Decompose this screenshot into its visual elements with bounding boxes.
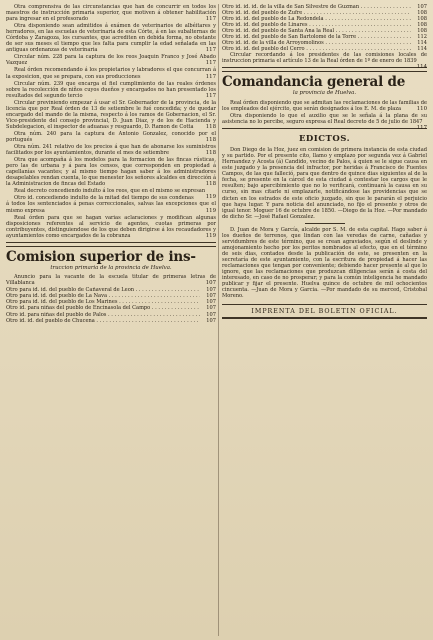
page-number: 117 [416, 125, 427, 132]
page-number: 118 [205, 150, 216, 157]
page-number: 117 [205, 16, 216, 23]
entry-text: Otro id. id. del pueblo de Linares . . . [222, 22, 411, 28]
index-list-right [222, 4, 427, 52]
entry-text: Otra disponiendo lo que el auxilio que se le señala á la plana de su asistencia no lo percibe, seguro expresa el Real decreto de 5 de julio de 1847 [222, 113, 427, 126]
page-number: 119 [205, 194, 216, 201]
page-number: 107 [417, 4, 427, 10]
page-number: 108 [417, 16, 427, 23]
entry-text: Otro id. para niñas del pueblo de Encinasola del Campo . . . [6, 305, 200, 311]
section-rule [222, 67, 427, 72]
right-column [222, 4, 427, 319]
left-column [6, 4, 216, 324]
imprint-footer: IMPRENTA DEL BOLETIN OFICIAL. [251, 308, 398, 316]
comision-subheading: truccion primaria de la provincia de Huelva. [50, 264, 172, 271]
page-number: 110 [416, 106, 427, 113]
index-entry [6, 195, 216, 213]
entry-text: Otro id. id. del pueblo de Santa Ana la Real . . . [222, 28, 411, 34]
edicto-mora: D. Juan de Mora y García, alcalde por S. M. de esta capital. Hago saber á los dueños de terrenos, que lindan con las veredas de carne, cañadas y servidumbres de este término, que se crean agraviados, según el deslinde y amojonamiento hecho por los peritos nombrados al efecto, que en el término de seis dias, contados desde la publicación de este, se presenten en la secretaría de este ayuntamiento, con la escritura de propiedad á hacer las reclamaciones que tengan por conveniente; debiendo hacer presente al que lo ignore, que las reclamaciones que produzcan diligencias serán á costa del interesado, en caso de no prosperar; y para la común inteligencia he mandado publicar y fijar el presente. Huelva quince de octubre de mil ochocientos cincuenta. —Juan de Mora y Garcia. —Por mandado de su merced, Cristobal Moreno. [222, 226, 427, 300]
edicto-hoz: Don Diego de la Hoz, juez en comision de primera instancia de esta ciudad y su partido. Por el presente cito, llamo y emplazo por segunda vez á Gabriel Hernandez y Acosta (á) Candido, vecino de Palos, á quien se le sigue causa en este juzgado y la presencia del infractor, por heridas á Francisco de Fuentes Campos, de las que falleció, para que dentro de quince dias siguientes al de la fecha, se presente en la cárcel de esta ciudad á contestar los cargos que le resulten; bajo apercibimiento que no lo verificará, continuará la causa en su curso, sin mas citarle ni emplazarle, notificándose las providencias que se dicten en los estrados de este oficio juzgado, sin que le pararán el perjuicio que haya lugar. Y para noticia del anunciado, no fijo el presente y otros de igual tenor. Moguer 16 de octubre de 1850. —Diego de la Hoz. —Por mandado de dicho Sr. —José Rafael Gonzalez. [222, 147, 427, 220]
page-number: 107 [206, 293, 216, 300]
index-entry [222, 100, 427, 112]
page-number: 108 [417, 28, 427, 35]
imprint-box [222, 304, 427, 319]
index-entry [6, 81, 216, 99]
entry-text: Otro id. id. de la villa de Arroyomolinos . . . [222, 40, 411, 46]
page-number: 114 [417, 46, 427, 53]
entry-text: Otra comprensiva de las circunstancias que han de concurrir en todos los maestros de instrucción primaria superior, que motiven á obtener habilitación para ingresar en el profesorado [6, 4, 216, 23]
entry-text: Otra disponiendo sean admitidos á exámen de veterinarios de albéitares y herradores, en las escuelas de veterinaria de esta Córte, á en las subalternas de Córdoba y Zaragoza, los cursantes, que acrediten en debida forma, no obstante de ser sus meses el tiempo que les falta para cumplir la edad señalada en las antiguas ordenanzas de veterinaria [6, 23, 216, 54]
entry-text: Otra núm. 241 relativo de los precios á que han de abonarse los suministros facilitados por los ayuntamientos, durante el mes de setiembre [6, 144, 216, 157]
index-entry [6, 54, 216, 66]
entry-text: Otra núm. 240 para la captura de Antonio Gonzalez, conocido por el portugués [6, 130, 216, 143]
index-entry [6, 67, 216, 79]
index-entry [6, 188, 216, 201]
entry-text: Real decreto concediendo indulto á los reos, que en el mismo se expresan [14, 188, 206, 195]
page-number: 107 [206, 317, 216, 324]
entry-text: Circular previniendo empezar á usar el Sr. Gobernador de la provincia, de la licencia que por Real órden de 13 de setiembre le fué concedida; y de quedar encargado del mando de la misma, respecto á los ramos de Gobernacion, el Sr. Vice-presidente del consejo provincial, D. Juan Diaz, y de los de Hacienda y Subdelegacion, el inspector de aduanas y resguardo, D. Ramon de Cotta [6, 99, 216, 130]
list-entry [6, 318, 216, 324]
entry-text: Otro id. id. del pueblo de La Redondela . . . [222, 16, 411, 22]
entry-text: Otro id. id. del pueblo de San Bartolomé de la Torre . . . [222, 34, 411, 40]
section-rule [6, 242, 216, 247]
entry-text: Otro id. id. del pueblo de Chucena . . . [6, 318, 200, 324]
entry-text: Otro id. concediendo indulto de la mitad del tiempo de sus condenas á todos los sentenciados á penas correccionales, salvas las excepciones que el mismo expresa [6, 195, 216, 214]
entry-text: Otra que acompaña á los modelos para la formacion de las fincas rústicas, pero las de urbana y á para los censos, que corresponden en propiedad á capellanías vacantes; y al mismo tiempo hagan saber á los administradores desapelables rendan cuenta, lo que menester los señores alcaldes en dirección á la Administracion de fincas del Estado [6, 157, 216, 188]
circular-paragraph [222, 52, 427, 71]
index-entries-top [6, 4, 216, 239]
page-number: 117 [205, 92, 216, 99]
column-divider [218, 4, 219, 636]
entry-text: Otro para id. id. del pueblo de Los Marines . . . [6, 299, 200, 305]
page-number: 117 [205, 47, 216, 54]
index-entry [6, 144, 216, 156]
entry-text: Circular núm. 239 que encarga el fiel cumplimiento de las reales órdenes sobre la recolección de niños cuyos dueños y encargados no han presentado los resultados del segundo tercio [6, 80, 216, 99]
comandancia-subheading: la provincia de Huelva. [292, 90, 357, 97]
index-entry [6, 23, 216, 53]
entry-text: Circular núm. 228 para la captura de los reos Joaquin Franco y José Abado Vazquez [6, 54, 216, 67]
page-number: 108 [417, 22, 427, 29]
page-number: 114 [416, 64, 427, 71]
page-number: 107 [206, 305, 216, 312]
section-rule [222, 128, 427, 129]
index-entry [6, 157, 216, 187]
page-number: 118 [205, 123, 216, 130]
index-entry [6, 274, 216, 286]
entry-text: Otro id. id. del pueblo de Zufre . . . [222, 10, 411, 16]
page-number: 118 [205, 136, 216, 143]
index-entry [222, 113, 427, 132]
page-number: 112 [417, 34, 427, 41]
page-number: 108 [417, 10, 427, 17]
page-number: 107 [206, 299, 216, 306]
entry-text: Real órden para que se hagan varias aclaraciones y modifican algunas disposiciones referentes al servicio de agentes, cuotas primeras por contribuyentes, distinguiendose de los que deben dirigirse á los recaudadores y ayuntamientos como encargados de la cobranza [6, 214, 216, 239]
comandancia-entries [222, 99, 427, 132]
comandancia-heading: Comandancia general de [222, 74, 406, 91]
page-number: 107 [206, 287, 216, 294]
page-number: 118 [205, 181, 216, 188]
edictos-heading: EDICTOS. [298, 134, 351, 145]
page-number: 107 [205, 280, 216, 287]
entry-text: Anuncio para la vacante de la escuela titular de primeras letras de Villablanca [6, 274, 216, 287]
entry-text: Real órden disponiendo que se admitan las reclamaciones de las familias de los empleados del ejército, que serán designados á los E. M. de plaza [222, 99, 427, 113]
entry-text: Otro id. id. id. de la villa de San Silvestre de Guzman . . . [222, 4, 411, 10]
index-list [6, 287, 216, 323]
index-entry [6, 100, 216, 130]
page-number: 107 [206, 311, 216, 318]
page-number: 117 [205, 60, 216, 67]
edicto-separator [305, 223, 345, 224]
entry-text: Otro para id. id. del pueblo de Cañaveral de Leon . . . [6, 287, 200, 293]
circular-entry [222, 52, 427, 71]
entry-text: Otro id. id. del pueblo del Cerro . . . [222, 46, 411, 52]
entry-text: Otro id. para niñas del pueblo de Palos . . . [6, 312, 200, 318]
index-entry [6, 131, 216, 143]
entry-text: Otro para id. id. del pueblo de La Nava . . . [6, 293, 200, 299]
entry-text: Real órden recomendando á los propietarios y labradores el que concurran á la exposicion, que se prepara, con sus producciones [6, 67, 216, 80]
index-entry [6, 215, 216, 239]
page-number: 114 [417, 40, 427, 47]
page-number: 117 [205, 73, 216, 80]
comision-heading: Comision superior de ins- [6, 248, 196, 265]
entry-text: Circular recordando á los presidentes de las comisiones locales de instruccion primaria el artículo 13 de la Real órden de 1º de enero de 1839 [222, 52, 427, 65]
index-entry [6, 4, 216, 22]
page-number: 119 [205, 207, 216, 214]
page-number: 119 [205, 232, 216, 239]
index-entries-bottom [6, 274, 216, 286]
